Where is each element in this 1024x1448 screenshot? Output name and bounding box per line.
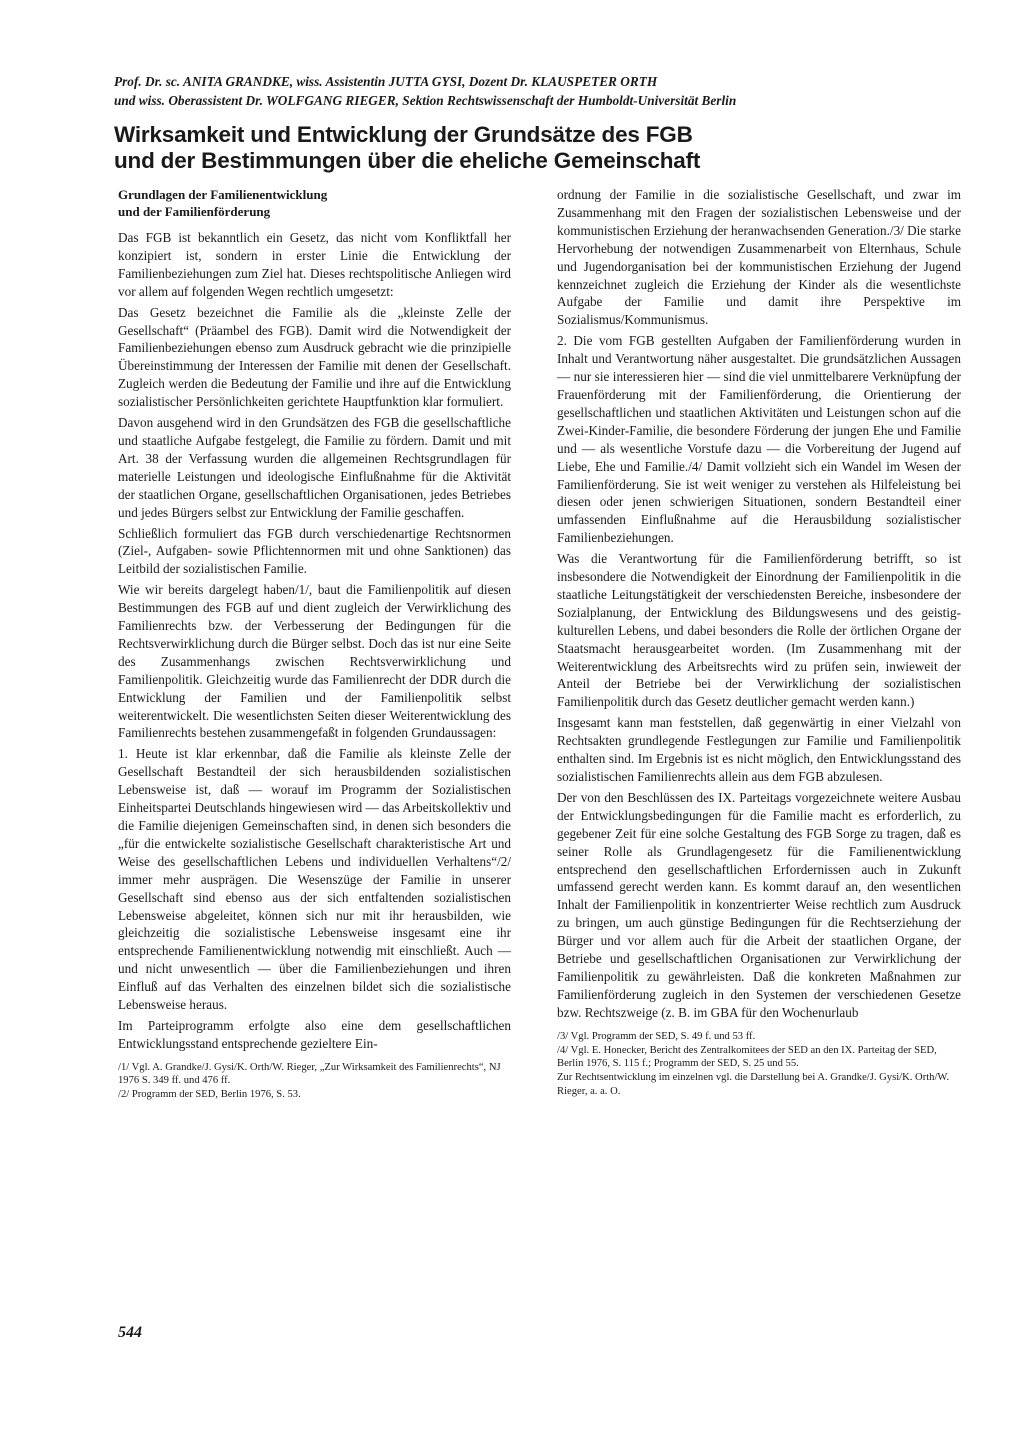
paragraph: 2. Die vom FGB gestellten Aufgaben der Familienförderung wurden in Inhalt und Verantwortung näher ausgestaltet. Die grundsätzlichen Aussagen — nur sie interessieren hier — sind die viel unmittelbarere Verknüpfung der Frauenförderung mit der Familienförderung, die Orientierung der gesellschaftlichen und staatlichen Aktivitäten und Leistungen schon auf die Zwei-Kinder-Familie, die besondere Förderung der jungen Ehe und Familie und — als wesentliche Vorstufe dazu — die Vorbereitung der Jugend auf Liebe, Ehe und Familie./4/ Damit vollzieht sich ein Wandel im Wesen der Familienförderung. Sie ist weit weniger zu verstehen als Hilfeleistung bei diesen oder jenen schwierigen Situationen, sondern Bestandteil einer umfassenden Einflußnahme auf die Herausbildung sozialistischer Familienbeziehungen. xyxy=(557,333,961,546)
paragraph: Das Gesetz bezeichnet die Familie als die „kleinste Zelle der Gesellschaft“ (Präambel des FGB). Damit wird die Notwendigkeit der Familienbeziehungen ebenso zum Ausdruck gebracht wie die prinzipielle Übereinstimmung der Interessen der Familie mit denen der Gesellschaft. Zugleich werden die Bedeutung der Familie und ihre auf die Entwicklung sozialistischer Persönlichkeiten gerichtete Hauptfunktion klar formuliert. xyxy=(118,304,511,410)
paragraph: Das FGB ist bekanntlich ein Gesetz, das nicht vom Konfliktfall her konzipiert ist, sondern in erster Linie die Entwicklung der Familienbeziehungen zum Ziel hat. Dieses rechtspolitische Anliegen wird vor allem auf folgenden Wegen rechtlich umgesetzt: xyxy=(118,230,511,299)
paragraph: ordnung der Familie in die sozialistische Gesellschaft, und zwar im Zusammenhang mit den Fragen der sozialistischen Lebensweise und der kommunistischen Erziehung der heranwachsenden Generation./3/ Die starke Hervorhebung der notwendigen Zusammenarbeit von Elternhaus, Schule und Jugendorganisation bei der kommunistischen Erziehung der Jugend kennzeichnet zugleich die Erziehung der Kinder als die wesentlichste Aufgabe der Familie und damit ihre Perspektive im Sozialismus/Kommunismus. xyxy=(557,187,961,328)
title-line-2: und der Bestimmungen über die eheliche Gemeinschaft xyxy=(114,148,701,173)
footnote: /3/ Vgl. Programm der SED, S. 49 f. und 53 ff. xyxy=(557,1030,756,1042)
footnote: /1/ Vgl. A. Grandke/J. Gysi/K. Orth/W. Rieger, „Zur Wirksamkeit des Familienrechts“, NJ 1976 S. 349 ff. und 476 ff. xyxy=(118,1061,501,1086)
article-title xyxy=(114,122,994,174)
footnotes-right xyxy=(557,1030,961,1098)
author-byline xyxy=(114,72,994,110)
section-heading-line-1: Grundlagen der Familienentwicklung xyxy=(118,187,328,202)
right-column xyxy=(557,186,961,1099)
footnote: /2/ Programm der SED, Berlin 1976, S. 53. xyxy=(118,1089,301,1101)
paragraph: Im Parteiprogramm erfolgte also eine dem gesellschaftlichen Entwicklungsstand entsprechende gezieltere Ein- xyxy=(118,1017,511,1051)
paragraph: Der von den Beschlüssen des IX. Parteitags vorgezeichnete weitere Ausbau der Entwicklungsbedingungen für die Familie macht es erforderlich, zu gegebener Zeit für eine solche Gestaltung des FGB Sorge zu tragen, daß es seiner Rolle als Grundlagengesetz für die Familienentwicklung entsprechend den gesellschaftlichen Erfordernissen auch in Zukunft umfassend gerecht werden kann. Es kommt darauf an, den wesentlichen Inhalt der Familienpolitik in konzentrierter Weise rechtlich zum Ausdruck zu bringen, um auch günstige Bedingungen für die Rechtserziehung der Bürger und vor allem auch für die Arbeit der staatlichen Organe, der Betriebe und gesellschaftlichen Organisationen zur Verwirklichung der Familienpolitik zu gewährleisten. Daß die konkreten Maßnahmen zur Familienförderung zugleich in den Systemen der verschiedenen Gesetze bzw. Rechtszweige (z. B. im GBA für den Wochenurlaub xyxy=(557,789,961,1020)
paragraph: Davon ausgehend wird in den Grundsätzen des FGB die gesellschaftliche und staatliche Aufgabe festgelegt, die Familie zu fördern. Damit und mit Art. 38 der Verfassung wurden die allgemeinen Rechtsgrundlagen für materielle Leistungen und ideologische Einflußnahme für die Aktivität der staatlichen Organe, gesellschaftlichen Organisationen, jedes Betriebes und jedes Bürgers selbst zur Entwicklung der Familie geschaffen. xyxy=(118,415,511,520)
paragraph: Wie wir bereits dargelegt haben/1/, baut die Familienpolitik auf diesen Bestimmungen des FGB auf und dient zugleich der Verwirklichung des Familienrechts bzw. der Verbesserung der Bedingungen für die Rechtsverwirklichung durch die Bürger selbst. Doch das ist nur eine Seite des Zusammenhangs zwischen Rechtsverwirklichung und Familienpolitik. Gleichzeitig wurde das Familienrecht der DDR durch die Entwicklung der Familien und der Familienpolitik selbst weiterentwickelt. Die wesentlichsten Seiten dieser Weiterentwicklung des Familienrechts bestehen zusammengefaßt in folgenden Grundaussagen: xyxy=(118,582,511,741)
section-heading-line-2: und der Familienförderung xyxy=(118,204,271,219)
title-line-1: Wirksamkeit und Entwicklung der Grundsätze des FGB xyxy=(114,122,693,147)
paragraph: Was die Verantwortung für die Familienförderung betrifft, so ist insbesondere die Notwendigkeit der Einordnung der Familienpolitik in die staatliche Leitungstätigkeit der verschiedensten Bereiche, insbesondere der Sozialplanung, der Entwicklung des Bildungswesens und des geistig-kulturellen Lebens, und dabei besonders die Rolle der örtlichen Organe der Staatsmacht herausgearbeitet worden. (Im Zusammenhang mit der Weiterentwicklung des Arbeitsrechts wird zu prüfen sein, inwieweit der Anteil der Betriebe bei der Verwirklichung der sozialistischen Familienpolitik durch das Gesetz deutlicher gemacht werden kann.) xyxy=(557,551,961,710)
page-number: 544 xyxy=(118,1324,142,1341)
footnotes-left xyxy=(118,1061,511,1102)
footnote: /4/ Vgl. E. Honecker, Bericht des Zentralkomitees der SED an den IX. Parteitag der SED, Berlin 1976, S. 115 f.; Programm der SED, S. 25 und 55. xyxy=(557,1044,937,1070)
author-line-1: Prof. Dr. sc. ANITA GRANDKE, wiss. Assistentin JUTTA GYSI, Dozent Dr. KLAUSPETER ORTH xyxy=(114,74,658,89)
paragraph: Schließlich formuliert das FGB durch verschiedenartige Rechtsnormen (Ziel-, Aufgaben- sowie Pflichtennormen mit und ohne Sanktionen) das Leitbild der sozialistischen Familie. xyxy=(118,525,511,577)
author-line-2: und wiss. Oberassistent Dr. WOLFGANG RIEGER, Sektion Rechtswissenschaft der Humboldt-Universität Berlin xyxy=(114,93,737,108)
section-heading xyxy=(118,186,511,220)
left-column xyxy=(118,186,511,1102)
paragraph: 1. Heute ist klar erkennbar, daß die Familie als kleinste Zelle der Gesellschaft Bestandteil der sich herausbildenden sozialistischen Lebensweise ist, daß — worauf im Programm der Sozialistischen Einheitspartei Deutschlands hingewiesen wird — das Arbeitskollektiv und die Familie diejenigen Gemeinschaften sind, in denen sich besonders die „für die entwickelte sozialistische Gesellschaft charakteristische Art und Weise des gesellschaftlichen Lebens und individuellen Verhaltens“/2/ immer mehr ausprägen. Die Wesenszüge der Familie in unserer Gesellschaft sind ebenso aus der sich entfaltenden sozialistischen Lebensweise abgeleitet, können sich nur mit ihr herausbilden, wie gleichzeitig die sozialistische Lebensweise insgesamt eine ihr entsprechende Familienentwicklung notwendig mit einschließt. Auch — und nicht unwesentlich — über die Familienbeziehungen und ihren Einfluß auf das Verhalten des einzelnen bildet sich die sozialistische Lebensweise heraus. xyxy=(118,746,511,1013)
footnote: Zur Rechtsentwicklung im einzelnen vgl. die Darstellung bei A. Grandke/J. Gysi/K. Orth/W. Rieger, a. a. O. xyxy=(557,1072,950,1097)
paragraph: Insgesamt kann man feststellen, daß gegenwärtig in einer Vielzahl von Rechtsakten grundlegende Festlegungen zur Familie und Familienpolitik enthalten sind. Im Ergebnis ist es nicht möglich, den Entwicklungsstand des sozialistischen Familienrechts allein aus dem FGB abzulesen. xyxy=(557,715,961,784)
